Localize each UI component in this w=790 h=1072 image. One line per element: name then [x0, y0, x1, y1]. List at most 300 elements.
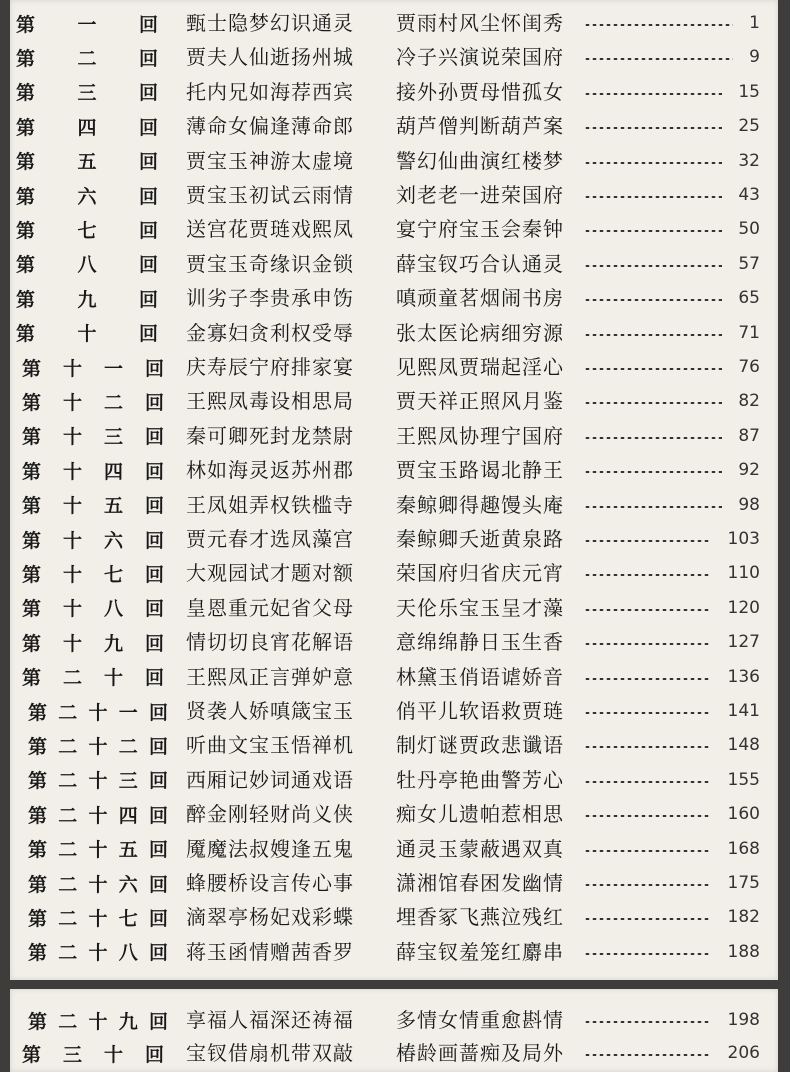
leader-dots	[584, 334, 722, 336]
chapter-number-char: 三	[118, 770, 138, 793]
chapter-number-char: 十	[103, 1043, 123, 1066]
chapter-number	[22, 660, 164, 694]
chapter-title-first-line: 西厢记妙词通戏语	[186, 767, 354, 792]
chapter-title-second-line: 秦鲸卿得趣馒头庵	[396, 492, 564, 517]
chapter-number-char: 第	[22, 495, 42, 518]
chapter-number-char: 十	[62, 632, 82, 655]
chapter-number	[16, 75, 158, 109]
chapter-number-char: 回	[138, 13, 158, 36]
chapter-number-char: 十	[62, 460, 82, 483]
chapter-title-second-line: 张太医论病细穷源	[396, 320, 564, 345]
page-number: 43	[738, 185, 760, 205]
chapter-number	[22, 625, 164, 659]
chapter-number	[28, 1003, 168, 1037]
chapter-number-char: 回	[138, 116, 158, 139]
chapter-number-char: 二	[58, 701, 78, 724]
chapter-number-char: 一	[103, 357, 123, 380]
leader-dots	[584, 368, 722, 370]
chapter-title-second-line: 见熙凤贾瑞起淫心	[396, 355, 564, 379]
chapter-number-char: 一	[77, 13, 97, 36]
chapter-number-char: 十	[88, 942, 108, 965]
page-number: 98	[738, 494, 760, 515]
leader-dots	[584, 506, 722, 508]
page-number: 1	[749, 13, 760, 33]
chapter-title-second-line: 牡丹亭艳曲警芳心	[396, 767, 564, 792]
page-number: 65	[738, 288, 760, 309]
chapter-number	[22, 1036, 164, 1070]
chapter-title-second-line: 刘老老一进荣国府	[396, 183, 564, 207]
chapter-number-char: 五	[77, 151, 97, 174]
chapter-number-char: 十	[62, 426, 82, 449]
chapter-title-second-line: 警幻仙曲演红楼梦	[396, 148, 564, 173]
chapter-title-first-line: 训劣子李贵承申饬	[186, 286, 354, 311]
chapter-title-second-line: 贾雨村风尘怀闺秀	[396, 11, 564, 35]
toc-entry	[10, 832, 778, 866]
leader-dots	[584, 850, 711, 852]
chapter-title-first-line: 贾夫人仙逝扬州城	[186, 45, 354, 70]
chapter-number	[28, 797, 168, 831]
chapter-title-first-line: 秦可卿死封龙禁尉	[186, 423, 354, 448]
leader-dots	[584, 196, 722, 198]
page-number: 198	[727, 1010, 760, 1030]
page-number: 92	[738, 460, 760, 481]
chapter-number-char: 四	[77, 116, 97, 139]
chapter-number	[22, 419, 164, 453]
leader-dots	[584, 746, 711, 748]
chapter-title-first-line: 王熙凤毒设相思局	[186, 389, 354, 414]
chapter-title-first-line: 魇魔法叔嫂逢五鬼	[186, 836, 354, 861]
toc-entry	[10, 453, 778, 487]
chapter-number	[28, 694, 168, 728]
leader-dots	[584, 574, 711, 576]
chapter-number-char: 第	[28, 804, 48, 827]
chapter-title-first-line: 送宫花贾琏戏熙凤	[186, 217, 354, 242]
chapter-number	[16, 109, 158, 143]
chapter-number	[16, 144, 158, 178]
chapter-number-char: 回	[144, 357, 164, 380]
chapter-number-char: 十	[62, 357, 82, 380]
chapter-number-char: 第	[16, 288, 36, 311]
chapter-number-char: 第	[16, 47, 36, 70]
toc-entry	[10, 247, 778, 281]
chapter-title-first-line: 托内兄如海荐西宾	[186, 79, 354, 104]
toc-entry	[10, 109, 778, 143]
chapter-number-char: 十	[77, 323, 97, 346]
chapter-title-first-line: 情切切良宵花解语	[186, 630, 354, 655]
chapter-number-char: 三	[77, 82, 97, 105]
chapter-number-char: 二	[58, 873, 78, 896]
chapter-title-second-line: 林黛玉俏语谑娇音	[396, 664, 564, 689]
chapter-number-char: 回	[144, 391, 164, 414]
chapter-number	[28, 728, 168, 762]
page-number: 15	[738, 81, 760, 102]
chapter-number-char: 第	[22, 1043, 42, 1066]
chapter-title-second-line: 薛宝钗巧合认通灵	[396, 251, 564, 276]
chapter-number-char: 回	[148, 907, 168, 930]
chapter-number	[22, 591, 164, 625]
toc-entry	[10, 212, 778, 246]
toc-entry	[10, 694, 778, 728]
chapter-number	[28, 832, 168, 866]
chapter-number-char: 第	[22, 667, 42, 690]
chapter-number-char: 第	[16, 116, 36, 139]
chapter-number-char: 回	[138, 82, 158, 105]
leader-dots	[584, 471, 722, 473]
toc-entry	[10, 40, 778, 74]
page-number: 160	[727, 804, 760, 825]
chapter-title-first-line: 滴翠亭杨妃戏彩蝶	[186, 905, 354, 930]
chapter-number-char: 十	[88, 873, 108, 896]
page-number: 127	[727, 632, 760, 653]
leader-dots	[584, 609, 711, 611]
chapter-number-char: 二	[58, 907, 78, 930]
chapter-title-first-line: 贾宝玉奇缘识金锁	[186, 251, 354, 276]
chapter-number-char: 回	[138, 323, 158, 346]
chapter-number-char: 第	[28, 701, 48, 724]
page-number: 110	[727, 563, 760, 584]
toc-entry	[10, 625, 778, 659]
chapter-number-char: 二	[58, 770, 78, 793]
chapter-title-second-line: 接外孙贾母惜孤女	[396, 79, 564, 104]
chapter-number-char: 回	[144, 667, 164, 690]
chapter-title-first-line: 贾宝玉神游太虚境	[186, 148, 354, 173]
chapter-number-char: 二	[103, 391, 123, 414]
chapter-title-first-line: 林如海灵返苏州郡	[186, 458, 354, 483]
toc-entry	[10, 281, 778, 315]
chapter-title-first-line: 宝钗借扇机带双敲	[186, 1041, 354, 1065]
chapter-number-char: 十	[62, 495, 82, 518]
toc-entry	[10, 316, 778, 350]
chapter-title-first-line: 王熙凤正言弹妒意	[186, 664, 354, 689]
chapter-number-char: 回	[144, 495, 164, 518]
chapter-number	[28, 763, 168, 797]
chapter-number-char: 十	[88, 735, 108, 758]
chapter-number-char: 九	[103, 632, 123, 655]
page-number: 76	[738, 357, 760, 377]
chapter-number-char: 回	[138, 185, 158, 208]
chapter-number-char: 第	[22, 529, 42, 552]
chapter-number-char: 回	[144, 563, 164, 586]
chapter-number-char: 二	[58, 942, 78, 965]
chapter-number-char: 第	[22, 598, 42, 621]
leader-dots	[584, 127, 722, 129]
chapter-number-char: 回	[148, 942, 168, 965]
chapter-number-char: 八	[103, 598, 123, 621]
chapter-number-char: 八	[118, 942, 138, 965]
chapter-number-char: 回	[144, 426, 164, 449]
chapter-title-second-line: 宴宁府宝玉会秦钟	[396, 217, 564, 242]
toc-entry	[10, 6, 778, 40]
chapter-title-second-line: 冷子兴演说荣国府	[396, 45, 564, 70]
chapter-number-char: 六	[77, 185, 97, 208]
chapter-number-char: 三	[103, 426, 123, 449]
chapter-number-char: 二	[118, 735, 138, 758]
chapter-number-char: 十	[88, 804, 108, 827]
chapter-number-char: 第	[16, 323, 36, 346]
leader-dots	[584, 265, 722, 267]
page-number: 120	[727, 597, 760, 618]
chapter-number-char: 回	[148, 701, 168, 724]
chapter-number-char: 第	[28, 1010, 48, 1033]
leader-dots	[584, 299, 722, 301]
chapter-number-char: 十	[103, 667, 123, 690]
chapter-number-char: 十	[62, 563, 82, 586]
chapter-title-second-line: 埋香冢飞燕泣残红	[396, 905, 564, 930]
chapter-number-char: 十	[88, 701, 108, 724]
chapter-number-char: 回	[138, 151, 158, 174]
page-number: 25	[738, 116, 760, 137]
page-number: 71	[738, 322, 760, 343]
toc-entry	[10, 797, 778, 831]
toc-entry	[10, 178, 778, 212]
chapter-number-char: 回	[138, 288, 158, 311]
chapter-number-char: 二	[58, 839, 78, 862]
page-number: 82	[738, 391, 760, 412]
chapter-title-first-line: 贾宝玉初试云雨情	[186, 183, 354, 207]
chapter-title-first-line: 贾元春才选凤藻宫	[186, 527, 354, 551]
chapter-number-char: 六	[118, 873, 138, 896]
chapter-number-char: 七	[118, 907, 138, 930]
chapter-number	[16, 40, 158, 74]
page-number: 175	[727, 873, 760, 893]
chapter-title-second-line: 意绵绵静日玉生香	[396, 630, 564, 655]
chapter-number-char: 三	[62, 1043, 82, 1066]
page-number: 57	[738, 253, 760, 274]
chapter-number-char: 二	[62, 667, 82, 690]
chapter-title-first-line: 贤袭人娇嗔箴宝玉	[186, 699, 354, 723]
page-number: 141	[727, 701, 760, 721]
chapter-number-char: 十	[62, 529, 82, 552]
chapter-number-char: 第	[22, 460, 42, 483]
chapter-number	[28, 866, 168, 900]
chapter-title-first-line: 甄士隐梦幻识通灵	[186, 11, 354, 35]
leader-dots	[584, 437, 722, 439]
chapter-number-char: 回	[144, 632, 164, 655]
page-number: 155	[727, 769, 760, 790]
chapter-title-second-line: 葫芦僧判断葫芦案	[396, 114, 564, 139]
chapter-title-first-line: 皇恩重元妃省父母	[186, 595, 354, 620]
chapter-number	[22, 453, 164, 487]
toc-entry	[10, 1036, 778, 1070]
chapter-title-second-line: 王熙凤协理宁国府	[396, 423, 564, 448]
page-number: 188	[727, 941, 760, 962]
chapter-title-second-line: 多情女情重愈斟情	[396, 1008, 564, 1032]
chapter-number	[22, 384, 164, 418]
chapter-number-char: 第	[22, 563, 42, 586]
leader-dots	[584, 712, 711, 714]
page-number: 136	[727, 666, 760, 687]
toc-entry	[10, 350, 778, 384]
chapter-number-char: 第	[22, 391, 42, 414]
toc-page-top	[10, 0, 778, 980]
chapter-number	[16, 6, 158, 40]
chapter-number-char: 七	[103, 563, 123, 586]
leader-dots	[584, 93, 722, 95]
toc-entry	[10, 1003, 778, 1037]
chapter-number-char: 五	[103, 495, 123, 518]
chapter-title-first-line: 庆寿辰宁府排家宴	[186, 355, 354, 379]
chapter-title-second-line: 潇湘馆春困发幽情	[396, 871, 564, 895]
page-number: 32	[738, 150, 760, 171]
page-number: 206	[727, 1043, 760, 1063]
page-number: 87	[738, 425, 760, 446]
toc-entry	[10, 384, 778, 418]
chapter-number-char: 回	[138, 47, 158, 70]
chapter-title-first-line: 大观园试才题对额	[186, 561, 354, 586]
chapter-number-char: 第	[28, 839, 48, 862]
chapter-number-char: 二	[58, 1010, 78, 1033]
chapter-number-char: 回	[148, 735, 168, 758]
chapter-number-char: 第	[22, 426, 42, 449]
chapter-number	[28, 900, 168, 934]
chapter-number-char: 四	[103, 460, 123, 483]
leader-dots	[584, 953, 711, 955]
chapter-number-char: 第	[16, 219, 36, 242]
leader-dots	[584, 540, 711, 542]
toc-entry	[10, 419, 778, 453]
chapter-title-first-line: 享福人福深还祷福	[186, 1008, 354, 1032]
chapter-number-char: 一	[118, 701, 138, 724]
chapter-number-char: 二	[77, 47, 97, 70]
toc-entry	[10, 728, 778, 762]
leader-dots	[584, 678, 711, 680]
chapter-number	[22, 488, 164, 522]
chapter-title-second-line: 薛宝钗羞笼红麝串	[396, 939, 564, 964]
chapter-number-char: 第	[28, 942, 48, 965]
chapter-number-char: 回	[148, 770, 168, 793]
leader-dots	[584, 815, 711, 817]
chapter-number	[16, 178, 158, 212]
chapter-title-first-line: 王凤姐弄权铁槛寺	[186, 492, 354, 517]
chapter-number	[16, 316, 158, 350]
chapter-title-first-line: 蜂腰桥设言传心事	[186, 871, 354, 895]
page-number: 9	[749, 47, 760, 68]
chapter-number	[16, 247, 158, 281]
toc-entry	[10, 556, 778, 590]
chapter-title-second-line: 痴女儿遗帕惹相思	[396, 802, 564, 827]
leader-dots	[584, 884, 711, 886]
chapter-number-char: 回	[144, 460, 164, 483]
leader-dots	[584, 58, 733, 60]
chapter-number-char: 四	[118, 804, 138, 827]
chapter-title-second-line: 贾天祥正照风月鉴	[396, 389, 564, 414]
toc-entry	[10, 522, 778, 556]
leader-dots	[584, 643, 711, 645]
chapter-number	[16, 212, 158, 246]
chapter-title-second-line: 嗔顽童茗烟闹书房	[396, 286, 564, 311]
chapter-number-char: 回	[148, 1010, 168, 1033]
leader-dots	[584, 230, 722, 232]
toc-entry	[10, 866, 778, 900]
chapter-title-first-line: 蒋玉函情赠茜香罗	[186, 939, 354, 964]
leader-dots	[584, 162, 722, 164]
toc-entry	[10, 75, 778, 109]
chapter-number-char: 回	[144, 598, 164, 621]
chapter-number-char: 九	[118, 1010, 138, 1033]
chapter-number-char: 七	[77, 219, 97, 242]
toc-entry	[10, 935, 778, 969]
toc-entry	[10, 144, 778, 178]
chapter-number-char: 五	[118, 839, 138, 862]
leader-dots	[584, 781, 711, 783]
page-number: 168	[727, 838, 760, 859]
chapter-title-second-line: 通灵玉蒙蔽遇双真	[396, 836, 564, 861]
chapter-number-char: 二	[58, 804, 78, 827]
chapter-number-char: 十	[88, 907, 108, 930]
chapter-number-char: 第	[16, 13, 36, 36]
toc-page-bottom	[10, 989, 778, 1072]
chapter-number-char: 回	[148, 804, 168, 827]
chapter-title-second-line: 荣国府归省庆元宵	[396, 561, 564, 586]
chapter-title-first-line: 金寡妇贪利权受辱	[186, 320, 354, 345]
chapter-title-second-line: 椿龄画蔷痴及局外	[396, 1041, 564, 1065]
page-number: 182	[727, 907, 760, 928]
chapter-number-char: 十	[62, 598, 82, 621]
chapter-number	[22, 350, 164, 384]
chapter-number-char: 第	[28, 907, 48, 930]
chapter-number-char: 十	[62, 391, 82, 414]
chapter-number-char: 十	[88, 839, 108, 862]
page-number: 50	[738, 219, 760, 240]
chapter-number-char: 九	[77, 288, 97, 311]
leader-dots	[584, 402, 722, 404]
chapter-number-char: 二	[58, 735, 78, 758]
chapter-number-char: 回	[148, 873, 168, 896]
chapter-number-char: 第	[28, 735, 48, 758]
chapter-number	[22, 556, 164, 590]
chapter-number	[16, 281, 158, 315]
chapter-number-char: 第	[22, 632, 42, 655]
chapter-number-char: 回	[144, 1043, 164, 1066]
chapter-number-char: 十	[88, 770, 108, 793]
chapter-number-char: 八	[77, 254, 97, 277]
chapter-number	[22, 522, 164, 556]
chapter-title-first-line: 薄命女偏逢薄命郎	[186, 114, 354, 139]
page-number: 103	[727, 529, 760, 549]
toc-entry	[10, 763, 778, 797]
leader-dots	[584, 1054, 711, 1056]
page-number: 148	[727, 735, 760, 756]
chapter-number-char: 第	[16, 185, 36, 208]
chapter-number-char: 第	[16, 82, 36, 105]
chapter-title-first-line: 醉金刚轻财尚义侠	[186, 802, 354, 827]
chapter-number-char: 第	[28, 770, 48, 793]
chapter-title-second-line: 天伦乐宝玉呈才藻	[396, 595, 564, 620]
chapter-title-first-line: 听曲文宝玉悟禅机	[186, 733, 354, 758]
chapter-number-char: 第	[16, 254, 36, 277]
leader-dots	[584, 1021, 711, 1023]
chapter-number-char: 十	[88, 1010, 108, 1033]
leader-dots	[584, 24, 733, 26]
toc-entry	[10, 591, 778, 625]
chapter-title-second-line: 制灯谜贾政悲谶语	[396, 733, 564, 758]
chapter-number-char: 第	[16, 151, 36, 174]
chapter-number-char: 六	[103, 529, 123, 552]
toc-entry	[10, 900, 778, 934]
chapter-title-second-line: 俏平儿软语救贾琏	[396, 699, 564, 723]
chapter-title-second-line: 秦鲸卿夭逝黄泉路	[396, 527, 564, 551]
chapter-title-second-line: 贾宝玉路谒北静王	[396, 458, 564, 483]
toc-entry	[10, 660, 778, 694]
leader-dots	[584, 918, 711, 920]
chapter-number-char: 第	[22, 357, 42, 380]
chapter-number-char: 第	[28, 873, 48, 896]
toc-entry	[10, 488, 778, 522]
chapter-number-char: 回	[148, 839, 168, 862]
chapter-number-char: 回	[138, 254, 158, 277]
chapter-number	[28, 935, 168, 969]
chapter-number-char: 回	[138, 219, 158, 242]
